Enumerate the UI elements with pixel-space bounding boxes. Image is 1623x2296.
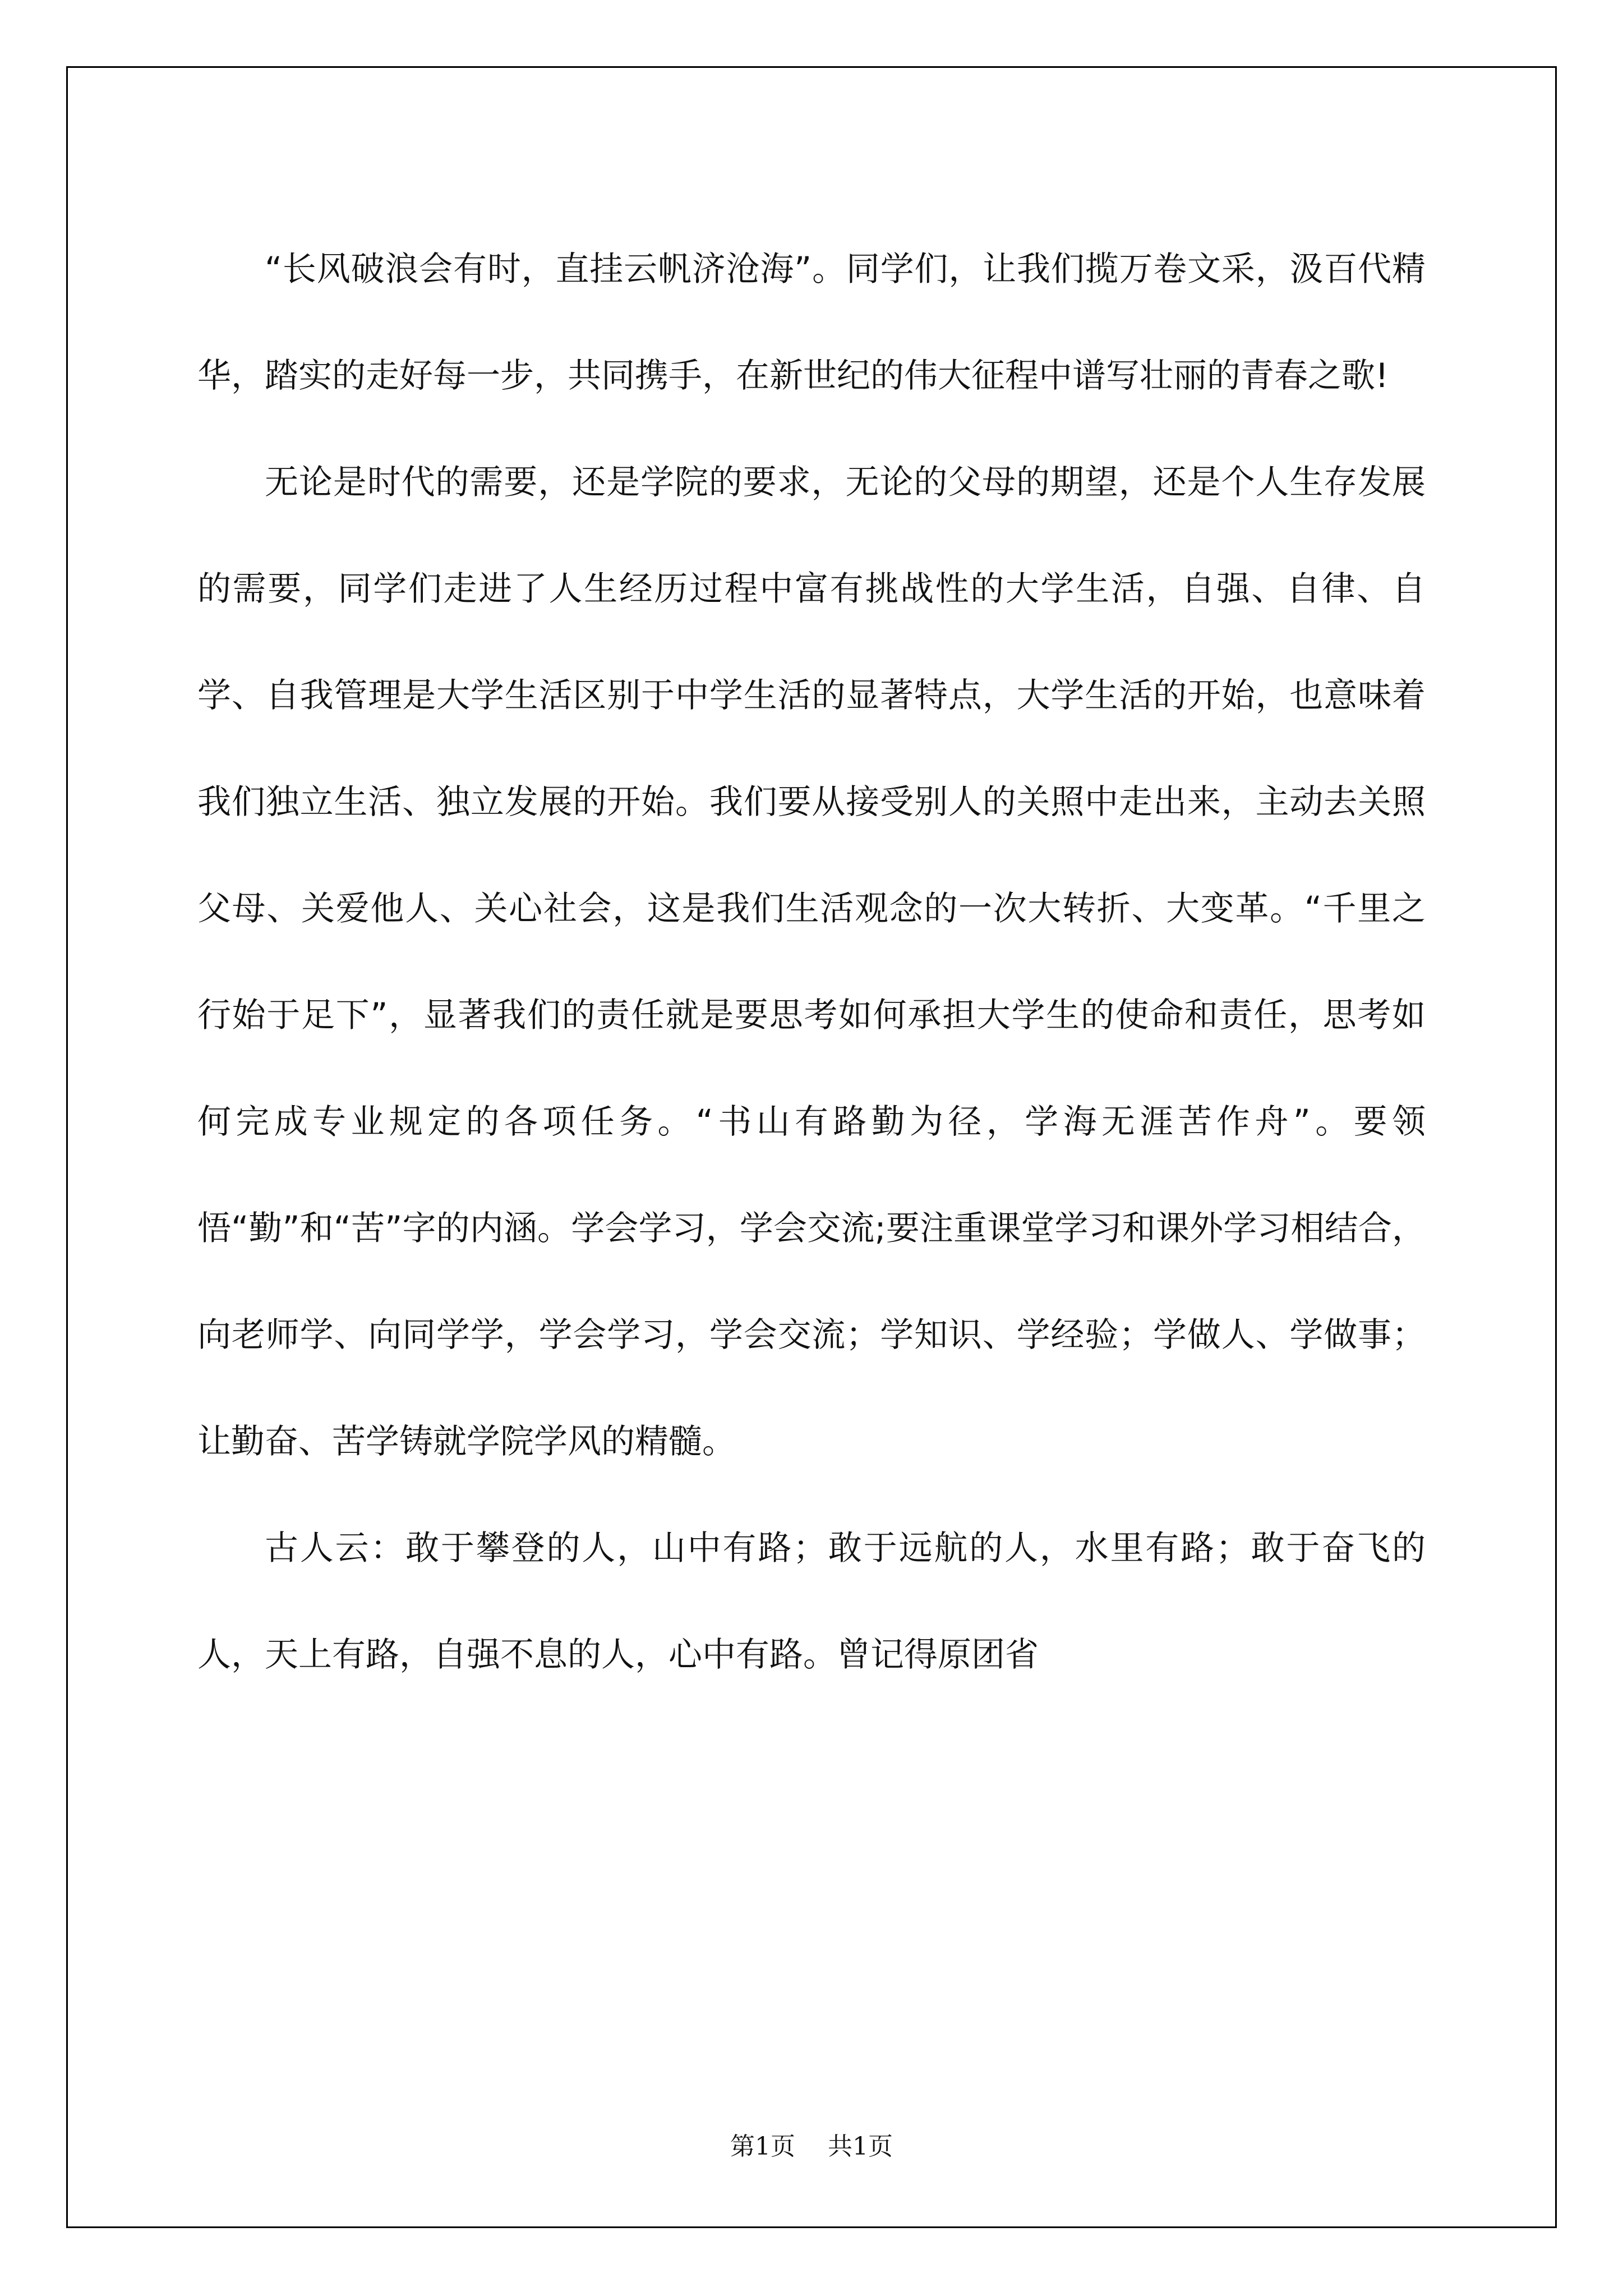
page-number-current: 第1页 (730, 2132, 795, 2161)
page-footer (0, 2126, 1623, 2162)
paragraph-3: 古人云：敢于攀登的人，山中有路；敢于远航的人，水里有路；敢于奋飞的人，天上有路，自强不息的人，心中有路。曾记得原团省 (197, 1529, 1426, 1674)
paragraph-1: “长风破浪会有时，直挂云帆济沧海”。同学们，让我们揽万卷文采，汲百代精华，踏实的走好每一步，共同携手，在新世纪的伟大征程中谱写壮丽的青春之歌! (197, 250, 1426, 395)
document-body (197, 216, 1426, 1708)
page-number-total: 共1页 (828, 2132, 893, 2161)
paragraph-2: 无论是时代的需要，还是学院的要求，无论的父母的期望，还是个人生存发展的需要，同学们走进了人生经历过程中富有挑战性的大学生活，自强、自律、自学、自我管理是大学生活区别于中学生活的显著特点，大学生活的开始，也意味着我们独立生活、独立发展的开始。我们要从接受别人的关照中走出来，主动去关照父母、关爱他人、关心社会，这是我们生活观念的一次大转折、大变革。“千里之行始于足下”，显著我们的责任就是要思考如何承担大学生的使命和责任，思考如何完成专业规定的各项任务。“书山有路勤为径，学海无涯苦作舟”。要领悟“勤”和“苦”字的内涵。学会学习，学会交流;要注重课堂学习和课外学习相结合，向老师学、向同学学，学会学习，学会交流；学知识、学经验；学做人、学做事；让勤奋、苦学铸就学院学风的精髓。 (197, 463, 1426, 1461)
